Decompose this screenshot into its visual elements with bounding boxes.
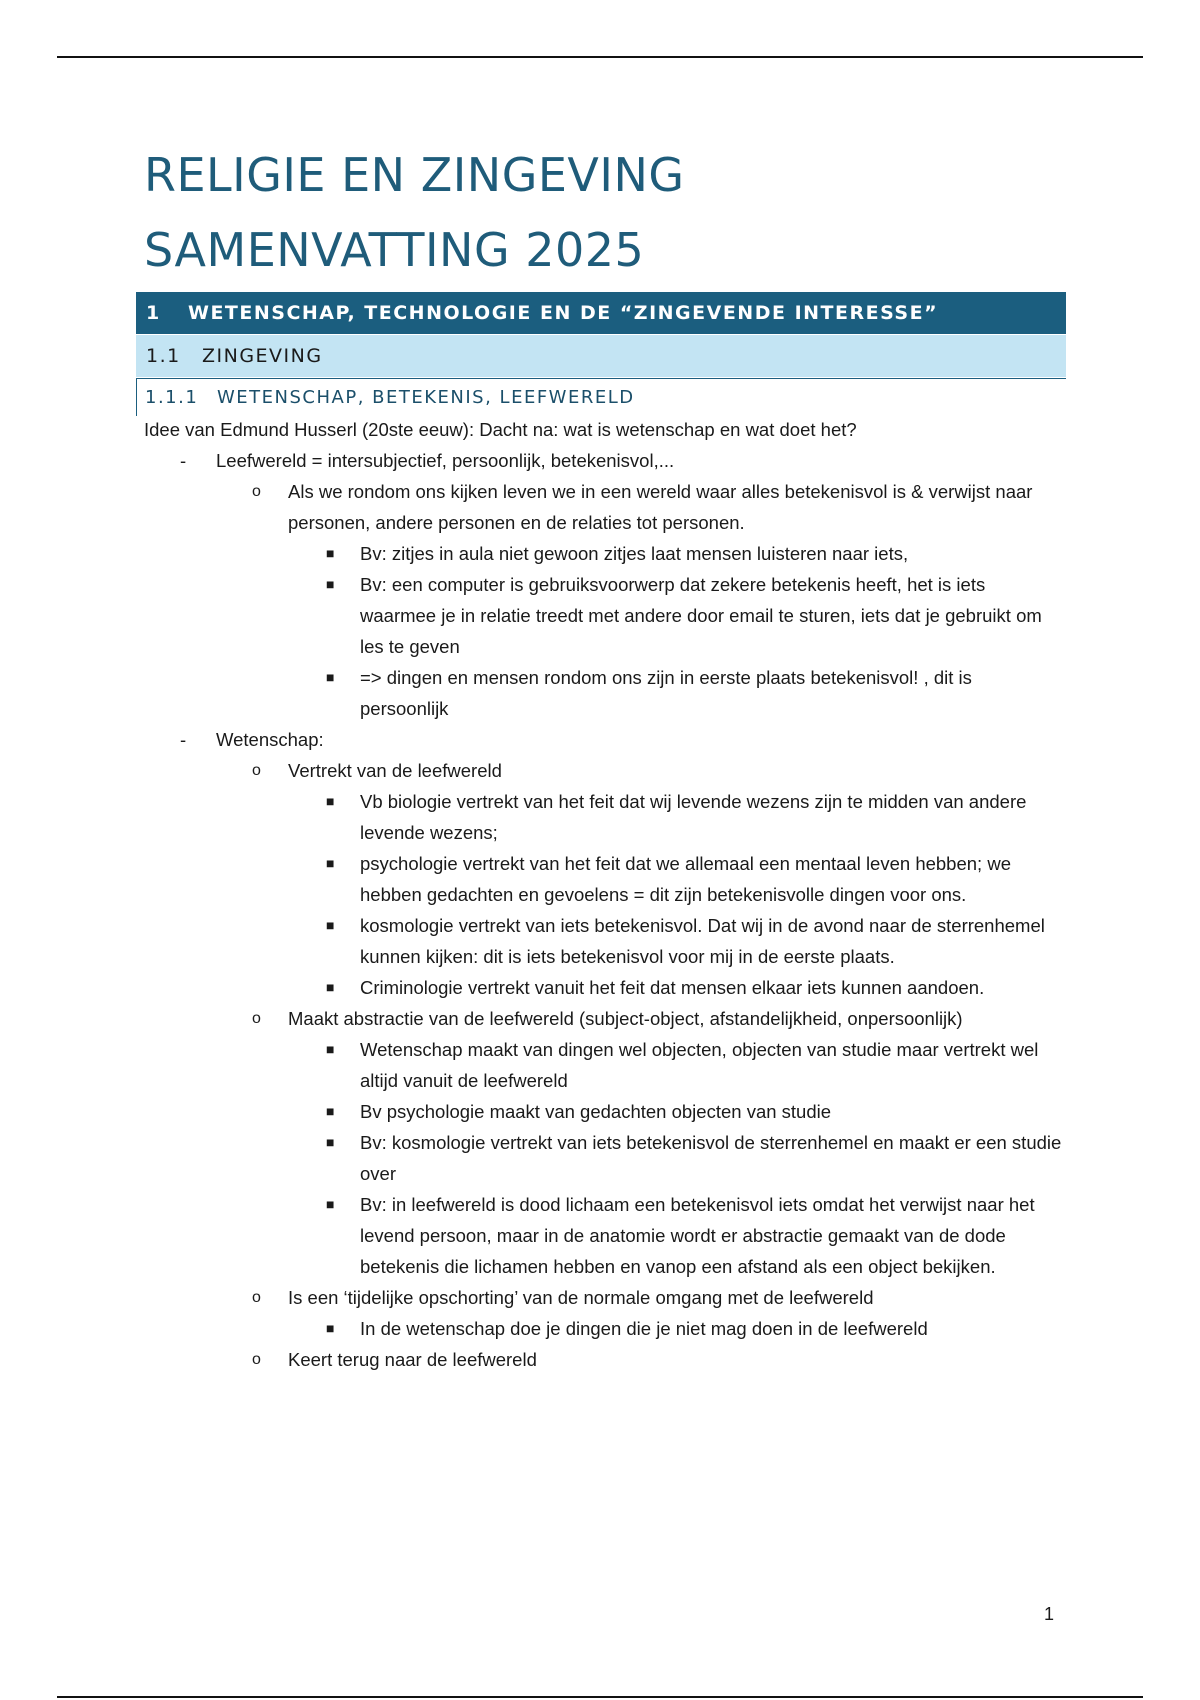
sub-list-item bbox=[216, 1003, 1064, 1282]
sub-sub-list-item bbox=[288, 1096, 1064, 1127]
sub-list-item-text: Is een ‘tijdelijke opschorting’ van de normale omgang met de leefwereld bbox=[288, 1287, 874, 1308]
sub-list-item bbox=[216, 1282, 1064, 1344]
heading-text: WETENSCHAP, TECHNOLOGIE EN DE “ZINGEVENDE INTERESSE” bbox=[188, 302, 939, 324]
sub-list bbox=[216, 755, 1064, 1375]
sub-sub-list-item-text: Wetenschap maakt van dingen wel objecten, objecten van studie maar vertrekt wel altijd vanuit de leefwereld bbox=[360, 1039, 1039, 1091]
square-bullet-icon: ■ bbox=[326, 545, 335, 561]
sub-sub-list bbox=[288, 538, 1064, 724]
circle-bullet-icon: o bbox=[252, 483, 261, 500]
sub-sub-list-item-text: In de wetenschap doe je dingen die je niet mag doen in de leefwereld bbox=[360, 1318, 928, 1339]
sub-sub-list-item-text: Bv: zitjes in aula niet gewoon zitjes laat mensen luisteren naar iets, bbox=[360, 543, 909, 564]
sub-sub-list-item-text: Bv psychologie maakt van gedachten objecten van studie bbox=[360, 1101, 832, 1122]
document-subtitle: SAMENVATTING 2025 bbox=[144, 223, 645, 277]
list-item bbox=[144, 724, 1064, 1375]
sub-list-item bbox=[216, 755, 1064, 1003]
square-bullet-icon: ■ bbox=[326, 793, 335, 809]
list-item-text: Wetenschap: bbox=[216, 729, 324, 750]
sub-sub-list-item-text: kosmologie vertrekt van iets betekenisvol. Dat wij in de avond naar de sterrenhemel kunnen kijken: dit is iets betekenisvol voor mij in de eerste plaats. bbox=[360, 915, 1045, 967]
square-bullet-icon: ■ bbox=[326, 917, 335, 933]
heading-level-1 bbox=[136, 292, 1066, 334]
square-bullet-icon: ■ bbox=[326, 669, 335, 685]
circle-bullet-icon: o bbox=[252, 762, 261, 779]
page-number: 1 bbox=[1044, 1604, 1055, 1624]
sub-list-item-text: Keert terug naar de leefwereld bbox=[288, 1349, 537, 1370]
heading-number: 1.1.1 bbox=[145, 387, 199, 408]
bottom-rule bbox=[57, 1696, 1143, 1698]
sub-sub-list-item bbox=[288, 1189, 1064, 1282]
sub-list bbox=[216, 476, 1064, 724]
sub-sub-list bbox=[288, 1313, 1064, 1344]
square-bullet-icon: ■ bbox=[326, 1041, 335, 1057]
heading-text: ZINGEVING bbox=[202, 345, 323, 367]
sub-list-item bbox=[216, 1344, 1064, 1375]
list-item bbox=[144, 445, 1064, 724]
square-bullet-icon: ■ bbox=[326, 1196, 335, 1212]
sub-sub-list-item bbox=[288, 972, 1064, 1003]
intro-paragraph: Idee van Edmund Husserl (20ste eeuw): Dacht na: wat is wetenschap en wat doet het? bbox=[144, 419, 857, 440]
square-bullet-icon: ■ bbox=[326, 979, 335, 995]
square-bullet-icon: ■ bbox=[326, 576, 335, 592]
sub-list-item-text: Vertrekt van de leefwereld bbox=[288, 760, 502, 781]
sub-list-item bbox=[216, 476, 1064, 724]
circle-bullet-icon: o bbox=[252, 1289, 261, 1306]
square-bullet-icon: ■ bbox=[326, 1320, 335, 1336]
sub-sub-list-item bbox=[288, 1313, 1064, 1344]
sub-sub-list-item-text: Bv: in leefwereld is dood lichaam een betekenisvol iets omdat het verwijst naar het levend persoon, maar in de anatomie wordt er abstractie gemaakt van de dode betekenis die lichamen hebben en vanop een afstand als een object bekijken. bbox=[360, 1194, 1035, 1277]
square-bullet-icon: ■ bbox=[326, 855, 335, 871]
document-body bbox=[144, 414, 1064, 1375]
sub-sub-list-item bbox=[288, 662, 1064, 724]
dash-bullet-icon: - bbox=[180, 450, 187, 471]
heading-level-2 bbox=[136, 335, 1066, 377]
document-title: RELIGIE EN ZINGEVING bbox=[144, 148, 685, 202]
heading-level-3 bbox=[136, 378, 1066, 416]
sub-list-item-text: Maakt abstractie van de leefwereld (subject-object, afstandelijkheid, onpersoonlijk) bbox=[288, 1008, 963, 1029]
sub-sub-list-item-text: Bv: kosmologie vertrekt van iets betekenisvol de sterrenhemel en maakt er een studie over bbox=[360, 1132, 1062, 1184]
square-bullet-icon: ■ bbox=[326, 1103, 335, 1119]
sub-sub-list-item bbox=[288, 910, 1064, 972]
sub-sub-list-item-text: psychologie vertrekt van het feit dat we allemaal een mentaal leven hebben; we hebben gedachten en gevoelens = dit zijn betekenisvolle dingen voor ons. bbox=[360, 853, 1011, 905]
sub-sub-list-item bbox=[288, 1034, 1064, 1096]
sub-sub-list-item bbox=[288, 848, 1064, 910]
sub-list-item-text: Als we rondom ons kijken leven we in een wereld waar alles betekenisvol is & verwijst naar personen, andere personen en de relaties tot personen. bbox=[288, 481, 1033, 533]
sub-sub-list-item-text: Bv: een computer is gebruiksvoorwerp dat zekere betekenis heeft, het is iets waarmee je in relatie treedt met andere door email te sturen, iets dat je gebruikt om les te geven bbox=[360, 574, 1042, 657]
sub-sub-list-item-text: Criminologie vertrekt vanuit het feit dat mensen elkaar iets kunnen aandoen. bbox=[360, 977, 985, 998]
dash-bullet-icon: - bbox=[180, 729, 187, 750]
bullet-list bbox=[144, 445, 1064, 1375]
circle-bullet-icon: o bbox=[252, 1351, 261, 1368]
sub-sub-list-item bbox=[288, 786, 1064, 848]
list-item-text: Leefwereld = intersubjectief, persoonlijk, betekenisvol,... bbox=[216, 450, 675, 471]
sub-sub-list-item bbox=[288, 569, 1064, 662]
heading-number: 1.1 bbox=[146, 345, 181, 367]
sub-sub-list-item-text: => dingen en mensen rondom ons zijn in eerste plaats betekenisvol! , dit is persoonlijk bbox=[360, 667, 972, 719]
sub-sub-list-item bbox=[288, 538, 1064, 569]
square-bullet-icon: ■ bbox=[326, 1134, 335, 1150]
sub-sub-list bbox=[288, 786, 1064, 1003]
sub-sub-list-item bbox=[288, 1127, 1064, 1189]
top-rule bbox=[57, 56, 1143, 58]
sub-sub-list bbox=[288, 1034, 1064, 1282]
sub-sub-list-item-text: Vb biologie vertrekt van het feit dat wij levende wezens zijn te midden van andere levende wezens; bbox=[360, 791, 1027, 843]
heading-text: WETENSCHAP, BETEKENIS, LEEFWERELD bbox=[217, 387, 635, 408]
circle-bullet-icon: o bbox=[252, 1010, 261, 1027]
heading-number: 1 bbox=[146, 302, 161, 324]
